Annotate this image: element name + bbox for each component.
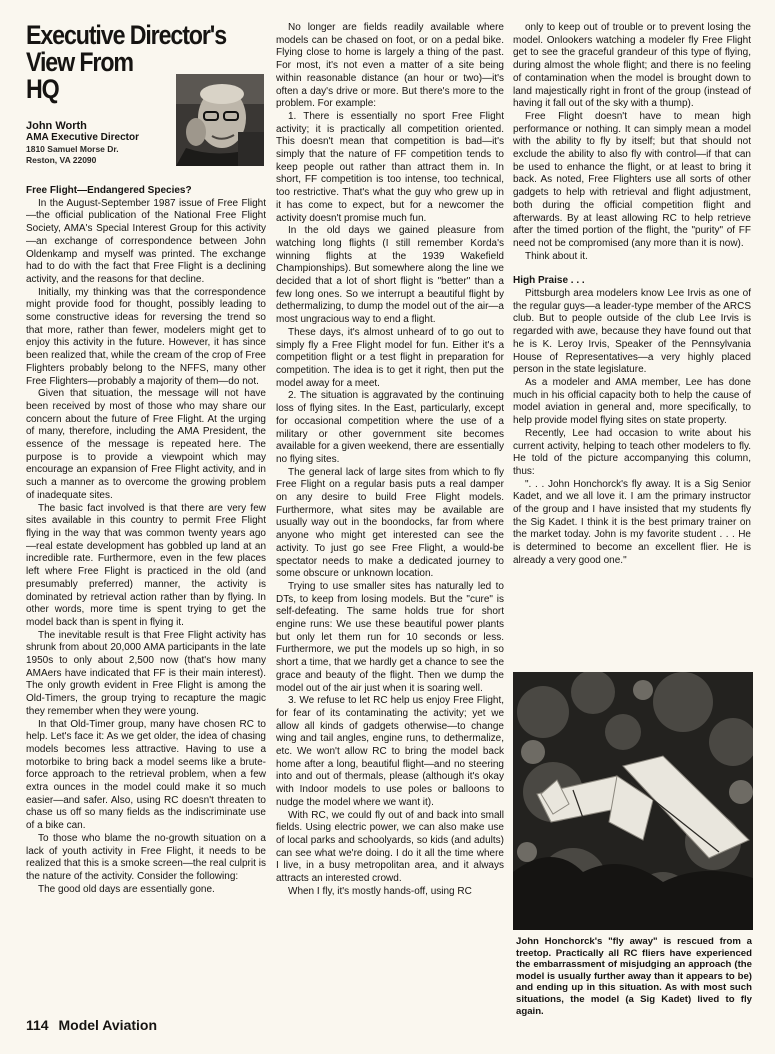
portrait-photo-icon (176, 74, 264, 166)
paragraph: 3. We refuse to let RC help us enjoy Free Flight, for fear of its contaminating the activity; yet we allow all kinds of gadgets otherwise—to change wing and tail angles, engine runs, to dethermalize, etc. We won't allow RC to bring the model back home after a long, beautiful flight—and no steering into and out of thermals, please (although it's okay with Indoor models to use poles or balloons to nudge the model where we want it). (276, 695, 504, 808)
address-line-1: 1810 Samuel Morse Dr. (26, 144, 119, 154)
photo-caption: John Honchorck's "fly away" is rescued from a treetop. Practically all RC fliers have experienced the embarrassment of misjudging an approach (the model is usually further away than it appears to be) and ending up in this situation. As with most such situations, the model (a Sig Kadet) lived to fly again. (516, 936, 752, 1017)
paragraph: In the old days we gained pleasure from watching long flights (I still remember Korda's winning flights at the 1939 Wakefield Championships). But somewhere along the line we decided that a lot of short flight is "better" than a few long ones. So we interrupt a beautiful flight by dethermalizing, to dump the model out of the air—a most ungracious way to end a flight. (276, 225, 504, 326)
paragraph: Think about it. (525, 250, 588, 262)
address-line-2: Reston, VA 22090 (26, 155, 97, 165)
author-title: AMA Executive Director (26, 132, 139, 143)
paragraph: These days, it's almost unheard of to go out to simply fly a Free Flight model for fun. Either it's a competition flight or a test flight in preparation for competition. The idea is to get it right, then put the model away for a meet. (276, 326, 504, 389)
column-3-body-a (513, 22, 751, 263)
paragraph: The inevitable result is that Free Flight activity has shrunk from about 20,000 AMA participants in the late 1950s to only about 2,500 now (that's how many AMAers have indicated that FF is their main interest). The only growth evident in Free Flight is among the Old-Timers, the group trying to recapture the magic they remember when they were young. (26, 629, 266, 717)
paragraph: In that Old-Timer group, many have chosen RC to help. Let's face it: As we get older, the idea of chasing models becomes less attractive. Having to use a motorbike to bring back a model seems like a brute-force approach to the retrieval problem, when a few extra ounces in the model could make it so much easier—and safer. Also, using RC doesn't threaten to chase us off so many fields as the indiscriminate use of a bike can. (26, 718, 266, 832)
paragraph: The good old days are essentially gone. (38, 883, 215, 895)
paragraph: 1. There is essentially no sport Free Flight activity; it is practically all competition oriented. This doesn't mean that competition is bad—it's simply that the nature of FF competition tends to keep people out rather than attract them in. In short, FF competition is too intense, too technical, too restrictive. That's what the guy who grew up in it has come to expect, but for a newcomer the activity doesn't promise much fun. (276, 110, 504, 224)
column-3-body-b (513, 288, 751, 567)
page-number: 114 (26, 1017, 49, 1033)
paragraph: Recently, Lee had occasion to write about his current activity, helping to teach other modelers to fly. He told of the picture accompanying this column, thus: (513, 427, 751, 477)
paragraph: To those who blame the no-growth situation on a lack of youth activity in Free Flight, it needs to be realized that this is a smoke screen—the real culprit is the nature of the activity. Consider the following: (26, 832, 266, 882)
paragraph: In the August-September 1987 issue of Free Flight—the official publication of the National Free Flight Society, AMA's Special Interest Group for this activity—an exchange of correspondence between John Oldenkamp and myself was printed. The exchange had to do with the fact that Free Flight is a declining activity, and the reasons for that decline. (26, 197, 266, 285)
airplane-photo-icon (513, 672, 753, 930)
title-line-1: Executive Director's (26, 20, 226, 50)
author-block (26, 120, 176, 166)
photo-airplane-in-tree (513, 672, 753, 930)
section-heading-high-praise: High Praise . . . (513, 275, 585, 287)
paragraph: The general lack of large sites from which to fly Free Flight on a regular basis puts a real damper on any desire to build Free Flight models. Furthermore, what sites may be available are usually way out in the boondocks, far from where anyone who might get interested can see the activity. To just go see Free Flight, a would-be spectator needs to make a dedicated journey to some obscure or unknown location. (276, 466, 504, 580)
author-name: John Worth (26, 120, 87, 132)
paragraph: Given that situation, the message will not have been received by most of those who may share our concern about the future of Free Flight. At the urging of many, therefore, including the AMA President, the essence of the message is repeated here. The purpose is to provide a viewpoint which may encourage an expansion of Free Flight activity, and in such a manner as to overcome the growing problem of inadequate sites. (26, 388, 266, 501)
paragraph: Trying to use smaller sites has naturally led to DTs, to keep from losing models. But the "cure" is self-defeating. The same holds true for short engine runs: We use these beautiful power plants but only let them run for 10 seconds or less. Furthermore, we put the models up so high, in so short a time, that we hardly get a chance to see the grace and beauty of the flight. Then we dump the model out of the air just when it is soaring well. (276, 580, 504, 694)
paragraph: No longer are fields readily available where models can be chased on foot, or on a pedal bike. Flying close to home is largely a thing of the past. For most, it's not even a matter of a site being within reasonable distance (an hour or two)—it's often a day's drive or more. But there's more to the problem. For example: (276, 22, 504, 110)
paragraph: As a modeler and AMA member, Lee has done much in his official capacity both to help the cause of model aviation in general and, more specifically, to help provide model flying sites on state property. (513, 376, 751, 427)
paragraph: Free Flight doesn't have to mean high performance or nothing. It can simply mean a model with the ability to fly by itself; but that should not exclude the ability to also fly with control—if that can be used to enhance the flight, or at least to bring it back. As noted, Free Flighters use all sorts of other gadgets to help with retrieval and flight adjustment, both during the official competition flight and afterwards. By at least allowing RC to help retrieve after the timed portion of the flight, the "purity" of FF need not be compromised (any more than it is now). (513, 110, 751, 249)
column-1 (26, 22, 266, 896)
page-footer (26, 1017, 163, 1033)
paragraph: The basic fact involved is that there are very few sites available in this country to permit Free Flight flying in the way that was common twenty years ago—real estate development has gobbled up land at an incredible rate. Furthermore, even in the few places left where Free Flight is practiced in the old (and presumably preferred) manner, the activity is dominated by retrieval action rather than by flying. In other words, more time is spent trying to get the model back than is spent in flying it. (26, 502, 266, 628)
paragraph: 2. The situation is aggravated by the continuing loss of flying sites. In the East, particularly, except for occasional competition where the use of a military or other government site becomes available for a given weekend, there are essentially no flying sites. (276, 390, 504, 465)
column-header (26, 22, 266, 185)
paragraph: When I fly, it's mostly hands-off, using RC (288, 885, 472, 897)
paragraph: ". . . John Honchorck's fly away. It is a Sig Senior Kadet, and we all love it. I am the primary instructor of the group and I have insisted that my students fly the Sig Kadet. I think it is the best primary trainer on the market today. John is my favorite student . . . He is determined to become an excellent flier. He is already a very good one." (513, 478, 751, 566)
section-heading: Free Flight—Endangered Species? (26, 185, 192, 196)
column-2-body (276, 22, 504, 899)
magazine-name: Model Aviation (58, 1017, 158, 1033)
title-line-3: HQ (26, 74, 59, 104)
paragraph: With RC, we could fly out of and back into small fields. Using electric power, we can also make use of local parks and schoolyards, so kids (and adults) can see what we're doing. I do it all the time where I live, in a busy metropolitan area, and it always attracts an interested crowd. (276, 809, 504, 885)
column-2 (276, 22, 504, 899)
title-line-2: View From (26, 47, 133, 77)
paragraph: only to keep out of trouble or to prevent losing the model. Onlookers watching a modeler fly Free Flight get to see the graceful grandeur of this type of flying, during almost the whole flight; and there is no feeling of contamination when the model is brought down to land majestically right in front of the group (instead of having it fall out of the sky with a thump). (513, 22, 751, 110)
author-portrait (176, 74, 264, 166)
column-1-body (26, 198, 266, 897)
column-3 (513, 22, 751, 568)
paragraph: Pittsburgh area modelers know Lee Irvis as one of the regular guys—a leader-type member of the ARCS club. But to people outside of the club Lee Irvis is regarded with awe, because they have found out that he is K. Leroy Irvis, Speaker of the Pennsylvania House of Representatives—a very highly placed person in the state legislature. (513, 288, 751, 376)
paragraph: Initially, my thinking was that the correspondence might provide food for thought, possibly leading to some constructive ideas for reversing the trend so that more, rather than fewer, modelers might get to enjoy this activity in the future. However, it has since been realized that, while the cream of the crop of Free Flighters probably belong to the NFFS, many other Free Flighters—probably a majority of them—do not. (26, 286, 266, 387)
